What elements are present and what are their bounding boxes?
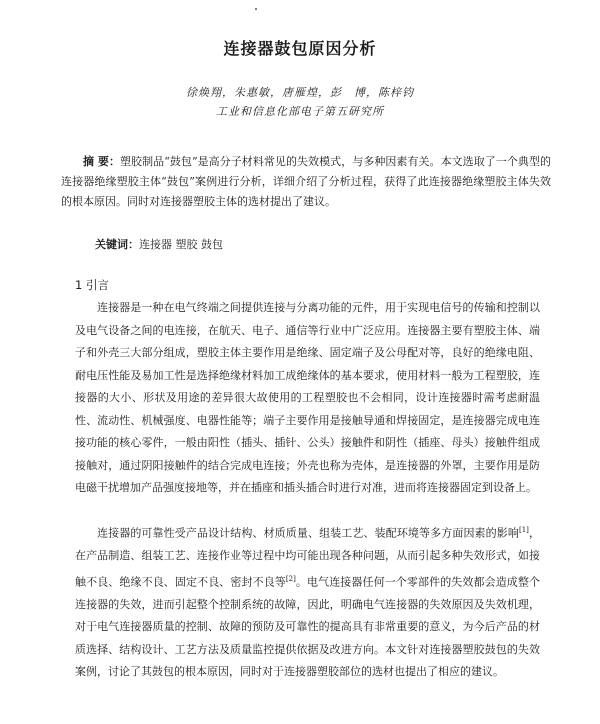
keywords bbox=[95, 236, 223, 252]
paragraph-2-part-a: 连接器的可靠性受产品设计结构、材质质量、组装工艺、装配环境等多方面因素的影响 bbox=[97, 526, 519, 540]
citation-ref-2: [2] bbox=[285, 574, 296, 583]
paper-title: 连接器鼓包原因分析 bbox=[223, 39, 377, 58]
citation-ref-1: [1] bbox=[518, 526, 529, 534]
paragraph-2-part-c: 。电气连接器任何一个零部件的失效都会造成整个连接器的失效，进而引起整个控制系统的故障，因此，明确电气连接器的失效原因及失效机理，对于电气连接器质量的控制、故障的预防及可靠性的提高具有非常重要的意义，为今后产品的材质选择、结构设计、工艺方法及质量监控提供依据及改进方向。本文针对连接器塑胶鼓包的失效案例，讨论了其鼓包的根本原因，同时对于连接器塑胶部位的选材也提出了相应的建议。 bbox=[75, 575, 540, 679]
affiliation: 工业和信息化部电子第五研究所 bbox=[216, 105, 384, 118]
body-paragraph-1: 连接器是一种在电气终端之间提供连接与分离功能的元件，用于实现电信号的传输和控制以及电气设备之间的电连接，在航天、电子、通信等行业中广泛应用。连接器主要有塑胶主体、端子和外壳三大部分组成，塑胶主体主要作用是绝缘、固定端子及公母配对等，良好的绝缘电阻、耐电压性能及易加工性是选择绝缘材料加工成绝缘体的基本要求，使用材料一般为工程塑胶，连接器的大小、形状及用途的差异很大故使用的工程塑胶也不会相同，设计连接器时需考虑耐温性、流动性、机械强度、电器性能等；端子主要作用是接触导通和焊接固定，是连接器完成电连接功能的核心零件，一般由阳性（插头、插针、公头）接触件和阴性（插座、母头）接触件组成接触对，通过阴阳接触件的结合完成电连接；外壳也称为壳体，是连接器的外罩，主要作用是防电磁干扰增加产品强度接地等，并在插座和插头插合时进行对准，进而将连接器固定到设备上。 bbox=[75, 301, 540, 494]
body-paragraph-2 bbox=[75, 519, 540, 684]
keywords-text: 连接器 塑胶 鼓包 bbox=[139, 238, 223, 251]
keywords-label: 关键词： bbox=[95, 238, 139, 251]
section-heading: 1 引言 bbox=[75, 278, 109, 292]
abstract bbox=[61, 152, 551, 212]
author-list: 徐焕翔，朱惠敏，唐雁煌，彭 博，陈梓钧 bbox=[186, 86, 414, 99]
scan-speck bbox=[255, 8, 257, 10]
abstract-text: 塑胶制品“鼓包”是高分子材料常见的失效模式，与多种因素有关。本文选取了一个典型的连接器绝缘塑胶主体“鼓包”案例进行分析，详细介绍了分析过程，获得了此连接器绝缘塑胶主体失效的根本原因。同时对连接器塑胶主体的选材提出了建议。 bbox=[61, 155, 551, 208]
paragraph-2-part-b: ，在产品制造、组装工艺、连接作业等过程中均可能出现各种问题，从而引起多种失效形式，如接触不良、绝缘不良、固定不良、密封不良等 bbox=[75, 526, 541, 589]
abstract-label: 摘 要： bbox=[83, 155, 121, 168]
